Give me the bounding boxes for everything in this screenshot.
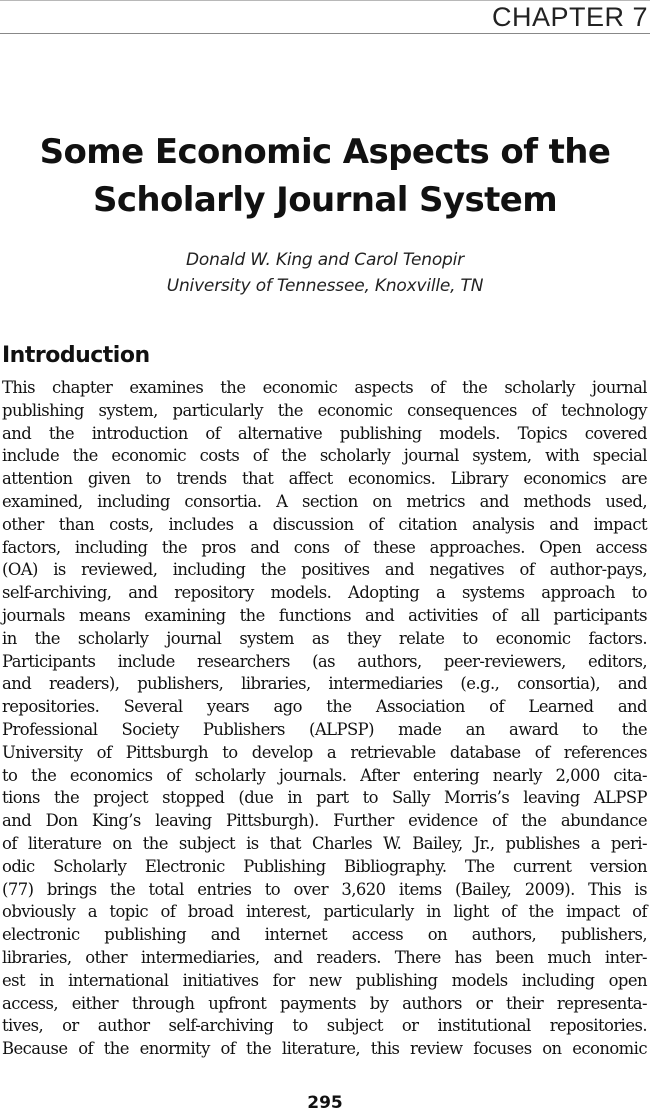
body-line: attention given to trends that affect economics. Library economics are bbox=[2, 469, 647, 489]
body-line: This chapter examines the economic aspects of the scholarly journal bbox=[2, 378, 647, 397]
body-line: other than costs, includes a discussion of citation analysis and impact bbox=[2, 514, 647, 534]
body-line: Because of the enormity of the literature, this review focuses on economic bbox=[2, 1039, 647, 1059]
body-line: tions the project stopped (due in part to Sally Morris’s leaving ALPSP bbox=[2, 788, 647, 808]
page-number: 295 bbox=[307, 1093, 343, 1113]
body-line: and Don King’s leaving Pittsburgh). Further evidence of the abundance bbox=[2, 811, 647, 831]
body-line: Professional Society Publishers (ALPSP) made an award to the bbox=[2, 719, 647, 739]
body-line: tives, or author self-archiving to subject or institutional repositories. bbox=[2, 1016, 647, 1036]
body-line: University of Pittsburgh to develop a retrievable database of references bbox=[2, 742, 647, 762]
body-paragraph bbox=[2, 377, 647, 1061]
chapter-title-line-2: Scholarly Journal System bbox=[92, 180, 558, 220]
body-line: electronic publishing and internet access on authors, publishers, bbox=[2, 925, 647, 945]
section-heading: Introduction bbox=[2, 343, 150, 368]
body-line: examined, including consortia. A section on metrics and methods used, bbox=[2, 491, 647, 511]
body-line: obviously a topic of broad interest, particularly in light of the impact of bbox=[2, 902, 647, 922]
body-line: Participants include researchers (as authors, peer-reviewers, editors, bbox=[2, 651, 647, 671]
author-block bbox=[0, 247, 650, 299]
chapter-title bbox=[0, 128, 650, 224]
body-line: (OA) is reviewed, including the positives and negatives of author-pays, bbox=[2, 560, 647, 580]
body-line: to the economics of scholarly journals. After entering nearly 2,000 cita- bbox=[2, 765, 647, 785]
body-line: factors, including the pros and cons of these approaches. Open access bbox=[2, 537, 647, 557]
body-line: self-archiving, and repository models. Adopting a systems approach to bbox=[2, 583, 647, 603]
author-affiliation: University of Tennessee, Knoxville, TN bbox=[166, 276, 484, 296]
author-names: Donald W. King and Carol Tenopir bbox=[186, 250, 464, 270]
body-line: repositories. Several years ago the Association of Learned and bbox=[2, 697, 647, 717]
body-line: and the introduction of alternative publishing models. Topics covered bbox=[2, 423, 647, 443]
body-line: publishing system, particularly the economic consequences of technology bbox=[2, 400, 647, 420]
chapter-label: CHAPTER 7 bbox=[491, 2, 648, 32]
chapter-title-line-1: Some Economic Aspects of the bbox=[39, 132, 611, 172]
body-line: (77) brings the total entries to over 3,620 items (Bailey, 2009). This is bbox=[2, 879, 647, 899]
body-line: access, either through upfront payments by authors or their representa- bbox=[2, 993, 647, 1013]
body-line: odic Scholarly Electronic Publishing Bibliography. The current version bbox=[2, 856, 647, 876]
body-line: include the economic costs of the scholarly journal system, with special bbox=[2, 446, 647, 466]
body-line: journals means examining the functions and activities of all participants bbox=[2, 605, 647, 625]
body-line: libraries, other intermediaries, and readers. There has been much inter- bbox=[2, 947, 647, 967]
body-line: and readers), publishers, libraries, intermediaries (e.g., consortia), and bbox=[2, 674, 647, 694]
chapter-rule bbox=[0, 33, 650, 34]
body-line: est in international initiatives for new publishing models including open bbox=[2, 970, 647, 990]
body-line: of literature on the subject is that Charles W. Bailey, Jr., publishes a peri- bbox=[2, 833, 647, 853]
body-line: in the scholarly journal system as they relate to economic factors. bbox=[2, 628, 647, 648]
